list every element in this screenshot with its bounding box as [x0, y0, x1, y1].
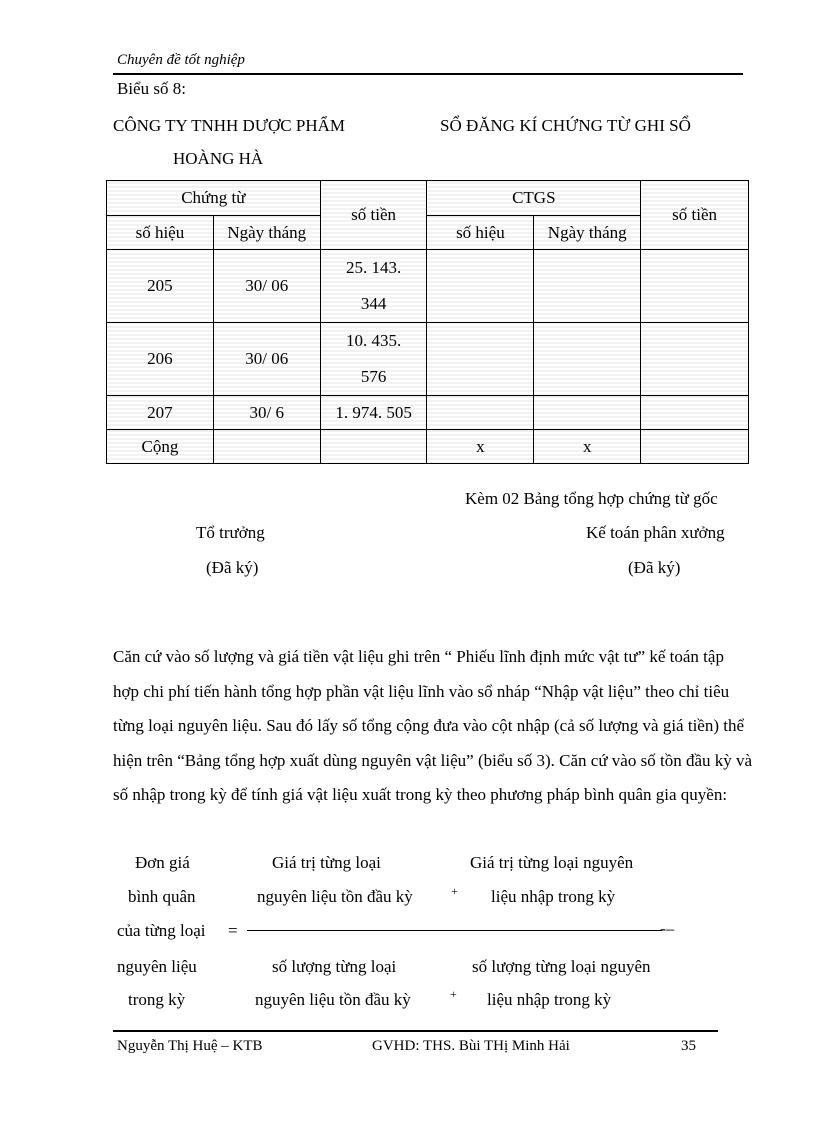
subheader-ngay-thang: Ngày tháng	[213, 216, 320, 250]
formula-lhs-line-2: bình quân	[128, 887, 196, 906]
amount-line-2: 344	[360, 294, 387, 313]
amount-line-1: 25. 143.	[345, 258, 402, 277]
cell-ngay-thang: 30/ 06	[213, 323, 320, 396]
cell-empty	[534, 323, 641, 396]
signature-left-title: Tổ trưởng	[196, 523, 265, 542]
cell-so-tien	[320, 250, 427, 323]
formula-fraction-tail: -–	[660, 919, 675, 938]
cell-empty	[641, 323, 749, 396]
cell-empty	[534, 396, 641, 430]
formula-numerator-b-line-2: liệu nhập trong kỳ	[491, 887, 616, 906]
table-row	[107, 250, 749, 323]
cell-empty	[427, 250, 534, 323]
header-rule	[113, 73, 743, 75]
formula-denominator-b-line-1: số lượng từng loại nguyên	[472, 957, 651, 976]
voucher-register-table	[106, 180, 749, 464]
table-row	[107, 396, 749, 430]
footer-page-number: 35	[681, 1038, 696, 1054]
cell-empty	[427, 323, 534, 396]
cell-empty	[427, 396, 534, 430]
header-so-tien: số tiền	[320, 181, 427, 250]
formula-denominator-plus: +	[450, 987, 457, 1001]
signature-right-title: Kế toán phân xưởng	[586, 523, 725, 542]
amount-line-2: 576	[360, 367, 387, 386]
cell-ngay-thang: 30/ 6	[213, 396, 320, 430]
table-total-row	[107, 430, 749, 464]
total-ctgs-ngay: x	[534, 430, 641, 464]
form-label: Biểu số 8:	[117, 79, 186, 98]
formula-lhs-line-3: của từng loại	[117, 921, 206, 940]
cell-so-hieu: 205	[107, 250, 214, 323]
header-ctgs: CTGS	[427, 181, 641, 216]
formula-lhs-line-1: Đơn giá	[135, 853, 190, 872]
company-name-line1: CÔNG TY TNHH DƯỢC PHẨM	[113, 116, 346, 135]
amount-line-1: 10. 435.	[345, 331, 402, 350]
cell-so-hieu: 206	[107, 323, 214, 396]
cell-empty	[534, 250, 641, 323]
footer-advisor: GVHD: THS. Bùi THị Minh Hải	[372, 1038, 570, 1054]
cell-empty	[641, 430, 749, 464]
formula-numerator-b-line-1: Giá trị từng loại nguyên	[470, 853, 634, 872]
cell-empty	[641, 396, 749, 430]
footer-author: Nguyễn Thị Huệ – KTB	[117, 1038, 263, 1054]
signature-right-note: (Đã ký)	[628, 558, 681, 577]
attachment-note: Kèm 02 Bảng tổng hợp chứng từ gốc	[465, 489, 718, 508]
formula-denominator-a-line-2: nguyên liệu tồn đầu kỳ	[255, 990, 411, 1009]
body-paragraph: Căn cứ vào số lượng và giá tiền vật liệu ghi trên “ Phiếu lĩnh định mức vật tư” kế toán tập hợp chi phí tiến hành tổng hợp phần vật liệu lĩnh vào sổ nháp “Nhập vật liệu” theo chỉ tiêu từng loại nguyên liệu. Sau đó lấy số tổng cộng đưa vào cột nhập (cả số lượng và giá tiền) thể hiện trên “Bảng tổng hợp xuất dùng nguyên vật liệu” (biểu số 3). Căn cứ vào số tồn đầu kỳ và số nhập trong kỳ để tính giá vật liệu xuất trong kỳ theo phương pháp bình quân gia quyền:	[113, 647, 753, 804]
formula-equals: =	[228, 921, 238, 940]
subheader-ngay-thang-2: Ngày tháng	[534, 216, 641, 250]
header-so-tien-2: số tiền	[641, 181, 749, 250]
table-row	[107, 323, 749, 396]
cell-ngay-thang: 30/ 06	[213, 250, 320, 323]
formula-numerator-plus: +	[451, 884, 458, 898]
cell-so-tien: 1. 974. 505	[320, 396, 427, 430]
cell-so-hieu: 207	[107, 396, 214, 430]
formula-lhs-line-5: trong kỳ	[128, 990, 186, 1009]
header-chung-tu: Chứng từ	[107, 181, 321, 216]
total-ctgs-so-hieu: x	[427, 430, 534, 464]
signature-left-note: (Đã ký)	[206, 558, 259, 577]
cell-empty	[213, 430, 320, 464]
formula-denominator-b-line-2: liệu nhập trong kỳ	[487, 990, 612, 1009]
formula-numerator-a-line-1: Giá trị từng loại	[272, 853, 381, 872]
total-label: Cộng	[107, 430, 214, 464]
register-title: SỔ ĐĂNG KÍ CHỨNG TỪ GHI SỔ	[440, 116, 691, 135]
formula-lhs-line-4: nguyên liệu	[117, 957, 197, 976]
cell-empty	[320, 430, 427, 464]
formula-denominator-a-line-1: số lượng từng loại	[272, 957, 397, 976]
subheader-so-hieu-2: số hiệu	[427, 216, 534, 250]
table-header-row	[107, 181, 749, 216]
document-header-title: Chuyên đề tốt nghiệp	[117, 52, 245, 68]
subheader-so-hieu: số hiệu	[107, 216, 214, 250]
formula-fraction-line	[247, 930, 662, 931]
footer-rule	[113, 1030, 718, 1032]
cell-empty	[641, 250, 749, 323]
company-name-line2: HOÀNG HÀ	[173, 149, 264, 168]
formula-numerator-a-line-2: nguyên liệu tồn đầu kỳ	[257, 887, 413, 906]
cell-so-tien	[320, 323, 427, 396]
